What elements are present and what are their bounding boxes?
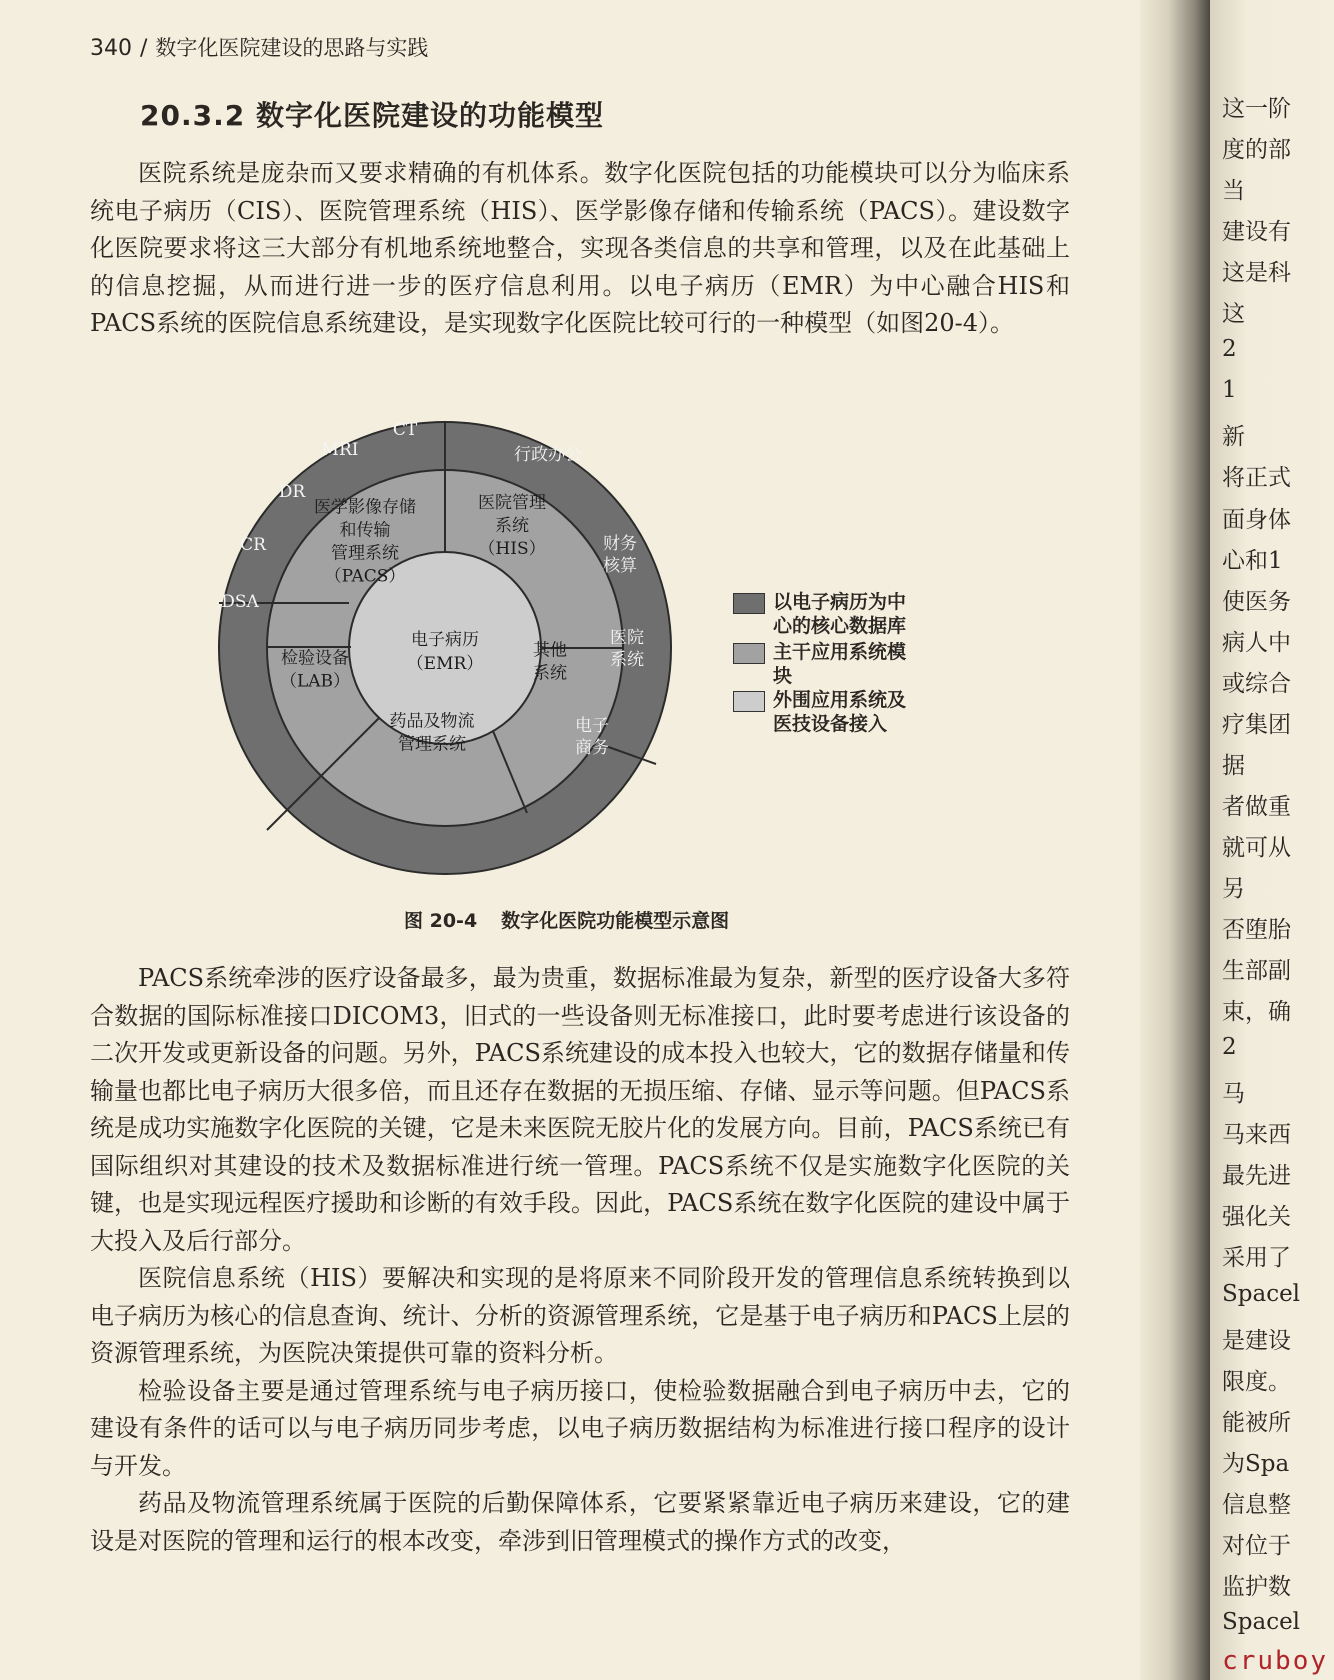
right-page-line: 2 (1222, 336, 1237, 363)
label-medical-system: 医院系统 (610, 628, 644, 670)
right-page-line: 限度。 (1222, 1368, 1291, 1395)
right-page-line: 心和1 (1222, 547, 1283, 574)
paragraph: 检验设备主要是通过管理系统与电子病历接口，使检验数据融合到电子病历中去，它的建设有条件的话可以与电子病历同步考虑，以电子病历数据结构为标准进行接口程序的设计与开发。 (90, 1376, 1070, 1480)
right-page-line: 马 (1222, 1081, 1245, 1108)
right-page-line: Spacel (1222, 1280, 1301, 1307)
right-page-line: 另 (1222, 876, 1245, 902)
right-page-line: 束，确 (1222, 999, 1291, 1026)
label-dr: DR (278, 482, 306, 502)
legend-label: 主干应用系统模块 (773, 641, 907, 687)
label-dsa: DSA (221, 592, 259, 612)
label-his: 医院管理系统（HIS） (478, 493, 546, 559)
right-page-line: 强化关 (1222, 1204, 1291, 1231)
right-page-line: 监护数 (1222, 1573, 1291, 1600)
paragraph: 医院信息系统（HIS）要解决和实现的是将原来不同阶段开发的管理信息系统转换到以电子病历为核心的信息查询、统计、分析的资源管理系统，它是基于电子病历和PACS上层的资源管理系统，为医院决策提供可靠的资料分析。 (90, 1264, 1070, 1367)
page-number: 340 (90, 36, 132, 61)
function-model-diagram (215, 418, 675, 878)
right-page-line: 这一阶 (1222, 96, 1291, 122)
paragraph: 医院系统是庞杂而又要求精确的有机体系。数字化医院包括的功能模块可以分为临床系统电子病历（CIS）、医院管理系统（HIS）、医学影像存储和传输系统（PACS）。建设数字化医院要求将这三大部分有机地系统地整合，实现各类信息的共享和管理，以及在此基础上的信息挖掘，从而进行进一步的医疗信息利用。以电子病历（EMR）为中心融合HIS和PACS系统的医院信息系统建设，是实现数字化医院比较可行的一种模型（如图20-4）。 (90, 159, 1070, 337)
right-page-line: 这是科 (1222, 260, 1291, 287)
label-cr: CR (240, 535, 266, 555)
right-page-line: 对位于 (1222, 1532, 1291, 1559)
label-drug-logistics: 药品及物流管理系统 (389, 711, 475, 755)
book-title: 数字化医院建设的思路与实践 (155, 36, 429, 60)
right-page-line: 者做重 (1222, 793, 1291, 820)
legend-label: 外围应用系统及医技设备接入 (773, 689, 907, 735)
right-page-line: 病人中 (1222, 629, 1291, 656)
right-page-line: 1 (1222, 377, 1237, 404)
right-page-line: 否堕胎 (1222, 917, 1291, 944)
caption-number: 图 20-4 (404, 910, 478, 932)
label-finance: 财务核算 (603, 534, 637, 576)
right-page-line: 或综合 (1222, 670, 1291, 697)
book-spine-shadow (1140, 0, 1210, 1680)
watermark: cruboy (1222, 1646, 1328, 1676)
label-admin: 行政办公 (514, 445, 582, 465)
body-text-top (90, 155, 1070, 343)
label-lab: 检验设备（LAB） (279, 648, 351, 692)
right-page-line: 马来西 (1222, 1122, 1291, 1149)
right-page-line: 将正式 (1222, 465, 1291, 492)
caption-text: 数字化医院功能模型示意图 (501, 910, 730, 932)
body-text-bottom (90, 960, 1070, 1560)
paragraph: PACS系统牵涉的医疗设备最多，最为贵重，数据标准最为复杂，新型的医疗设备大多符合数据的国际标准接口DICOM3，旧式的一些设备则无标准接口，此时要考虑进行该设备的二次开发或更新设备的问题。另外，PACS系统建设的成本投入也较大，它的数据存储量和传输量也都比电子病历大很多倍，而且还存在数据的无损压缩、存储、显示等问题。但PACS系统是成功实施数字化医院的关键，它是未来医院无胶片化的发展方向。目前，PACS系统已有国际组织对其建设的技术及数据标准进行统一管理。PACS系统不仅是实施数字化医院的关键，也是实现远程医疗援助和诊断的有效手段。因此，PACS系统在数字化医院的建设中属于大投入及后行部分。 (90, 964, 1070, 1255)
label-ct: CT (392, 420, 418, 440)
section-title: 20.3.2 数字化医院建设的功能模型 (140, 99, 604, 132)
right-page-line: 采用了 (1222, 1245, 1291, 1272)
right-page-line: 生部副 (1222, 958, 1291, 985)
right-page-line: Spacel (1222, 1608, 1301, 1635)
label-emr: 电子病历（EMR） (406, 630, 484, 674)
running-header (90, 32, 428, 62)
legend-swatch (733, 691, 765, 712)
right-page-line: 使医务 (1222, 588, 1291, 615)
right-page-line: 疗集团 (1222, 711, 1291, 738)
legend-swatch (733, 593, 765, 614)
right-page-fragment (1210, 0, 1334, 1680)
right-page-line: 是建设 (1222, 1327, 1291, 1354)
right-page-line: 面身体 (1222, 506, 1291, 533)
label-pacs: 医学影像存储和传输管理系统（PACS） (314, 497, 416, 587)
paragraph: 药品及物流管理系统属于医院的后勤保障体系，它要紧紧靠近电子病历来建设，它的建设是对医院的管理和运行的根本改变，牵涉到旧管理模式的操作方式的改变， (90, 1489, 1070, 1555)
right-page-line: 为Spa (1222, 1450, 1290, 1477)
right-page-line: 最先进 (1222, 1163, 1291, 1190)
right-page-line: 建设有 (1222, 219, 1291, 246)
right-page-line: 新 (1222, 424, 1245, 451)
label-ecommerce: 电子商务 (575, 716, 609, 758)
right-page-line: 这 (1222, 301, 1245, 328)
label-other-systems: 其他系统 (533, 640, 567, 684)
label-mri: MRI (321, 440, 359, 460)
right-page-line: 能被所 (1222, 1409, 1291, 1436)
right-page-line: 信息整 (1222, 1491, 1291, 1518)
right-page-line: 就可从 (1222, 834, 1291, 861)
right-page-line: 当 (1222, 178, 1245, 205)
right-page-line: 2 (1222, 1034, 1237, 1061)
right-page-line: 度的部 (1222, 137, 1291, 164)
legend-swatch (733, 643, 765, 664)
header-separator: / (140, 36, 148, 61)
figure-caption (404, 906, 729, 933)
right-page-line: 据 (1222, 752, 1245, 779)
legend-label: 以电子病历为中心的核心数据库 (773, 591, 907, 637)
